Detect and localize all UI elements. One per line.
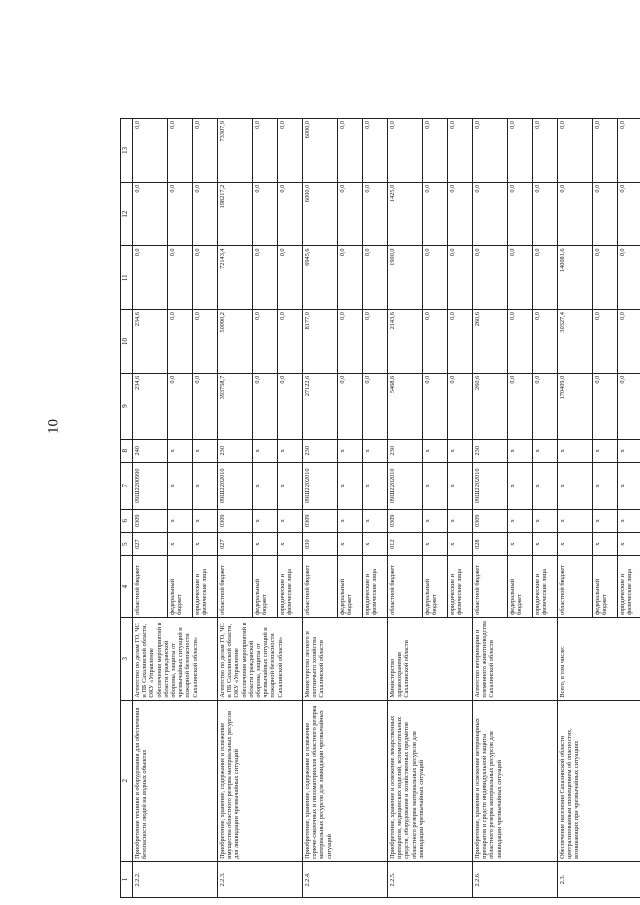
cell-c10: 0,0 [168, 310, 193, 374]
cell-c12: 0,0 [473, 182, 508, 246]
cell-c13: 0,0 [168, 119, 193, 183]
cell-c10: 8177,0 [303, 310, 338, 374]
funding-source: областной бюджет [303, 556, 338, 618]
cell-c6: x [278, 509, 303, 532]
cell-c9: 0,0 [168, 373, 193, 439]
table-body [133, 119, 640, 898]
cell-c11: 0,0 [253, 246, 278, 310]
cell-c10: 234,6 [133, 310, 168, 374]
cell-c11: 0,0 [473, 246, 508, 310]
cell-c11: 0,0 [533, 246, 558, 310]
cell-c11: 0,0 [448, 246, 473, 310]
cell-c9: 0,0 [363, 373, 388, 439]
cell-c6: x [593, 509, 618, 532]
cell-c5: 030 [303, 532, 338, 555]
measure-name: Приобретение, хранение, содержание и освежение имущества областного резерва материальных ресурсов для ликвидации чрезвычайных ситуаций [218, 700, 303, 861]
cell-c8: x [558, 439, 593, 462]
column-number-5: 5 [121, 532, 133, 555]
cell-c8: x [338, 439, 363, 462]
cell-c12: 6000,0 [303, 182, 338, 246]
cell-c9: 0,0 [253, 373, 278, 439]
cell-c5: x [363, 532, 388, 555]
funding-source: областной бюджет [558, 556, 593, 618]
cell-c13: 0,0 [388, 119, 423, 183]
cell-c12: 0,0 [448, 182, 473, 246]
table-row [473, 119, 508, 898]
cell-c8: x [508, 439, 533, 462]
cell-c7: x [593, 462, 618, 509]
executor-name: Агентство по делам ГО, ЧС и ПБ Сахалинской области, ОКУ «Управление обеспечения мероприятий в области гражданской обороны, защиты от чрезвычайных ситуаций и пожарной безопасности Сахалинской области» [133, 617, 218, 700]
cell-c9: 5468,6 [388, 373, 423, 439]
cell-c13: 0,0 [448, 119, 473, 183]
cell-c5: 012 [388, 532, 423, 555]
table-row [558, 119, 593, 898]
funding-source: федеральный бюджет [508, 556, 533, 618]
row-number: 2.2.2. [133, 861, 218, 897]
cell-c11: 0,0 [423, 246, 448, 310]
funding-source: федеральный бюджет [168, 556, 193, 618]
cell-c12: 0,0 [558, 182, 593, 246]
cell-c11: 0,0 [133, 246, 168, 310]
cell-c10: 0,0 [338, 310, 363, 374]
row-number: 2.2.5. [388, 861, 473, 897]
cell-c12: 0,0 [193, 182, 218, 246]
funding-source: федеральный бюджет [593, 556, 618, 618]
cell-c13: 0,0 [473, 119, 508, 183]
cell-c8: x [168, 439, 193, 462]
cell-c10: 50090,2 [218, 310, 253, 374]
cell-c9: 393758,7 [218, 373, 253, 439]
cell-c6: x [508, 509, 533, 532]
cell-c8: x [253, 439, 278, 462]
cell-c8: x [193, 439, 218, 462]
cell-c11: 72143,4 [218, 246, 253, 310]
measure-name: Приобретение техники и оборудования для обеспечения безопасности людей на водных объектах [133, 700, 218, 861]
cell-c12: 0,0 [338, 182, 363, 246]
cell-c13: 0,0 [278, 119, 303, 183]
cell-c7: x [193, 462, 218, 509]
cell-c7: x [168, 462, 193, 509]
cell-c8: 230 [473, 439, 508, 462]
cell-c7: 09Ш2202010 [218, 462, 253, 509]
table-row [388, 119, 423, 898]
executor-name: Всего, в том числе: [558, 617, 640, 700]
cell-c9: 0,0 [193, 373, 218, 439]
cell-c8: 230 [303, 439, 338, 462]
cell-c11: 0,0 [338, 246, 363, 310]
cell-c11: 0,0 [193, 246, 218, 310]
cell-c7: x [448, 462, 473, 509]
cell-c8: x [423, 439, 448, 462]
cell-c6: x [253, 509, 278, 532]
cell-c5: x [278, 532, 303, 555]
cell-c8: x [533, 439, 558, 462]
cell-c5: x [168, 532, 193, 555]
cell-c5: x [618, 532, 640, 555]
cell-c9: 27122,6 [303, 373, 338, 439]
cell-c13: 0,0 [133, 119, 168, 183]
executor-name: Министерство лесного и охотничьего хозяйства Сахалинской области [303, 617, 388, 700]
measure-name: Приобретение, хранение и освежение лекарственных препаратов, медицинских изделий, вспомогательных средств, оборудования и хозяйственных предметов областного резерва материальных ресурсов для ликвидации чрезвычайных ситуаций [388, 700, 473, 861]
cell-c6: x [193, 509, 218, 532]
table-row [133, 119, 168, 898]
funding-source: федеральный бюджет [253, 556, 278, 618]
cell-c12: 0,0 [508, 182, 533, 246]
cell-c7: 09Ш2202010 [303, 462, 338, 509]
cell-c6: x [338, 509, 363, 532]
funding-source: федеральный бюджет [423, 556, 448, 618]
row-number: 2.2.6. [473, 861, 558, 897]
column-number-9: 9 [121, 373, 133, 439]
cell-c8: x [593, 439, 618, 462]
cell-c10: 0,0 [618, 310, 640, 374]
funding-source: юридические и физические лица [533, 556, 558, 618]
cell-c13: 0,0 [193, 119, 218, 183]
cell-c11: 0,0 [168, 246, 193, 310]
executor-name: Министерство здравоохранения Сахалинской области [388, 617, 473, 700]
cell-c12: 0,0 [363, 182, 388, 246]
cell-c13: 0,0 [338, 119, 363, 183]
column-number-10: 10 [121, 310, 133, 374]
cell-c5: x [593, 532, 618, 555]
funding-source: областной бюджет [133, 556, 168, 618]
funding-source: областной бюджет [388, 556, 423, 618]
cell-c6: x [423, 509, 448, 532]
cell-c6: 0309 [218, 509, 253, 532]
cell-c6: 0309 [473, 509, 508, 532]
table-row [218, 119, 253, 898]
cell-c10: 260,6 [473, 310, 508, 374]
column-number-6: 6 [121, 509, 133, 532]
funding-source: юридические и физические лица [363, 556, 388, 618]
cell-c13: 73307,9 [218, 119, 253, 183]
cell-c12: 198217,2 [218, 182, 253, 246]
measure-name: Приобретение, хранение, содержание и освежение горюче-смазочных и пиломатериалов областного резерва материальных ресурсов для ликвидации чрезвычайных ситуаций [303, 700, 388, 861]
cell-c5: 028 [473, 532, 508, 555]
column-number-4: 4 [121, 556, 133, 618]
cell-c6: 0309 [303, 509, 338, 532]
column-number-row [121, 119, 133, 898]
cell-c5: x [508, 532, 533, 555]
cell-c6: 0309 [388, 509, 423, 532]
cell-c8: 230 [218, 439, 253, 462]
cell-c7: x [363, 462, 388, 509]
cell-c8: x [618, 439, 640, 462]
cell-c10: 0,0 [423, 310, 448, 374]
cell-c10: 0,0 [278, 310, 303, 374]
cell-c9: 0,0 [448, 373, 473, 439]
executor-name: Агентство ветеринарии и племенного животноводства Сахалинской области [473, 617, 558, 700]
cell-c7: x [558, 462, 593, 509]
cell-c9: 0,0 [618, 373, 640, 439]
column-number-7: 7 [121, 462, 133, 509]
table-row [303, 119, 338, 898]
funding-source: юридические и физические лица [618, 556, 640, 618]
cell-c7: x [423, 462, 448, 509]
row-number: 2.2.4. [303, 861, 388, 897]
cell-c8: 230 [388, 439, 423, 462]
cell-c9: 0,0 [423, 373, 448, 439]
column-number-1: 1 [121, 861, 133, 897]
cell-c12: 0,0 [168, 182, 193, 246]
column-number-3: 3 [121, 617, 133, 700]
cell-c11: 6945,6 [303, 246, 338, 310]
cell-c13: 0,0 [508, 119, 533, 183]
cell-c7: x [278, 462, 303, 509]
executor-name: Агентство по делам ГО, ЧС и ПБ Сахалинской области, ОКУ «Управление обеспечения мероприятий в области гражданской обороны, защиты от чрезвычайных ситуаций и пожарной безопасности Сахалинской области» [218, 617, 303, 700]
cell-c7: x [618, 462, 640, 509]
cell-c6: 0309 [133, 509, 168, 532]
cell-c6: x [558, 509, 593, 532]
cell-c9: 260,6 [473, 373, 508, 439]
funding-source: областной бюджет [218, 556, 253, 618]
cell-c9: 0,0 [533, 373, 558, 439]
cell-c5: x [533, 532, 558, 555]
cell-c5: x [253, 532, 278, 555]
cell-c7: x [508, 462, 533, 509]
cell-c12: 0,0 [253, 182, 278, 246]
cell-c6: x [618, 509, 640, 532]
cell-c6: x [168, 509, 193, 532]
cell-c11: 0,0 [508, 246, 533, 310]
cell-c8: x [448, 439, 473, 462]
column-number-2: 2 [121, 700, 133, 861]
cell-c9: 0,0 [338, 373, 363, 439]
cell-c6: x [448, 509, 473, 532]
cell-c12: 0,0 [278, 182, 303, 246]
budget-table-sheet [120, 118, 640, 898]
cell-c13: 0,0 [363, 119, 388, 183]
cell-c13: 0,0 [618, 119, 640, 183]
cell-c6: x [363, 509, 388, 532]
funding-source: федеральный бюджет [338, 556, 363, 618]
cell-c13: 0,0 [593, 119, 618, 183]
cell-c10: 0,0 [508, 310, 533, 374]
cell-c8: 240 [133, 439, 168, 462]
cell-c9: 0,0 [593, 373, 618, 439]
cell-c5: x [193, 532, 218, 555]
cell-c9: 170409,0 [558, 373, 593, 439]
column-number-12: 12 [121, 182, 133, 246]
cell-c9: 0,0 [278, 373, 303, 439]
cell-c7: x [533, 462, 558, 509]
cell-c7: x [253, 462, 278, 509]
cell-c5: 027 [218, 532, 253, 555]
cell-c7: 09Ш2202010 [388, 462, 423, 509]
cell-c9: 234,6 [133, 373, 168, 439]
budget-table [120, 118, 640, 898]
measure-name: Приобретение, хранение и освежение ветеринарных препаратов и средств индивидуальной защиты областного резерва материальных ресурсов для ликвидации чрезвычайных ситуаций [473, 700, 558, 861]
cell-c10: 0,0 [193, 310, 218, 374]
cell-c5: x [338, 532, 363, 555]
row-number: 2.3. [558, 861, 640, 897]
cell-c5: x [558, 532, 593, 555]
cell-c6: x [533, 509, 558, 532]
funding-source: юридические и физические лица [448, 556, 473, 618]
cell-c9: 0,0 [508, 373, 533, 439]
cell-c11: 0,0 [618, 246, 640, 310]
cell-c11: 1900,0 [388, 246, 423, 310]
cell-c10: 2143,6 [388, 310, 423, 374]
cell-c12: 1425,0 [388, 182, 423, 246]
page-number: 10 [45, 419, 62, 434]
cell-c11: 140081,6 [558, 246, 593, 310]
funding-source: юридические и физические лица [193, 556, 218, 618]
column-number-13: 13 [121, 119, 133, 183]
cell-c10: 0,0 [363, 310, 388, 374]
cell-c8: x [278, 439, 303, 462]
cell-c7: 09Ш2202010 [473, 462, 508, 509]
cell-c13: 0,0 [558, 119, 593, 183]
cell-c10: 30327,4 [558, 310, 593, 374]
cell-c12: 0,0 [618, 182, 640, 246]
cell-c5: x [448, 532, 473, 555]
cell-c13: 0,0 [253, 119, 278, 183]
cell-c8: x [363, 439, 388, 462]
cell-c12: 0,0 [593, 182, 618, 246]
column-number-8: 8 [121, 439, 133, 462]
cell-c7: 09Ш2200990 [133, 462, 168, 509]
cell-c5: x [423, 532, 448, 555]
funding-source: юридические и физические лица [278, 556, 303, 618]
cell-c12: 0,0 [423, 182, 448, 246]
cell-c13: 0,0 [423, 119, 448, 183]
cell-c12: 0,0 [133, 182, 168, 246]
cell-c10: 0,0 [593, 310, 618, 374]
cell-c13: 0,0 [533, 119, 558, 183]
cell-c10: 0,0 [448, 310, 473, 374]
row-number: 2.2.3. [218, 861, 303, 897]
cell-c10: 0,0 [253, 310, 278, 374]
measure-name: Обеспечение населения Сахалинской области централизованным оповещением об опасностях, возникающих при чрезвычайных ситуациях [558, 700, 640, 861]
cell-c5: 027 [133, 532, 168, 555]
cell-c12: 0,0 [533, 182, 558, 246]
column-number-11: 11 [121, 246, 133, 310]
cell-c7: x [338, 462, 363, 509]
cell-c11: 0,0 [593, 246, 618, 310]
cell-c11: 0,0 [278, 246, 303, 310]
funding-source: областной бюджет [473, 556, 508, 618]
cell-c11: 0,0 [363, 246, 388, 310]
cell-c13: 6000,0 [303, 119, 338, 183]
cell-c10: 0,0 [533, 310, 558, 374]
